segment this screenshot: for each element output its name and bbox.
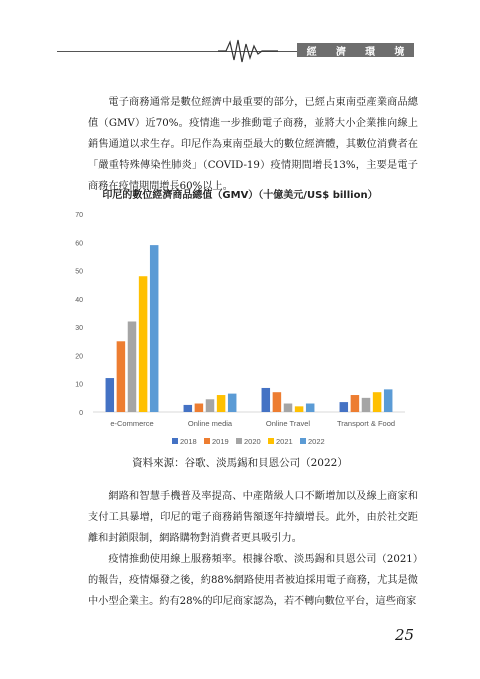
legend-label: 2018 bbox=[180, 437, 197, 446]
section-char: 環 bbox=[365, 46, 376, 58]
chart-title: 印尼的數位經濟商品總值（GMV）（十億美元/US$ billion） bbox=[102, 190, 378, 201]
y-tick-label: 40 bbox=[75, 296, 83, 304]
intro-text: 電子商務通常是數位經濟中最重要的部分，已經占東南亞產業商品總值（GMV）近70%。疫情進一步推動電子商務，並將大小企業推向線上銷售通道以求生存。印尼作為東南亞最大的數位經濟體，其數位消費者在「嚴重特殊傳染性肺炎」（COVID-19）疫情期間增長13%，主要是電子商務在疫情期間增長60%以上。 bbox=[88, 97, 418, 192]
legend-swatch bbox=[204, 438, 210, 444]
page-header bbox=[0, 0, 480, 70]
y-tick-label: 10 bbox=[75, 381, 83, 389]
y-tick-label: 20 bbox=[75, 353, 83, 361]
bar bbox=[128, 321, 137, 412]
legend-swatch bbox=[268, 438, 274, 444]
x-tick-label: Transport & Food bbox=[336, 419, 396, 428]
bar bbox=[351, 395, 360, 412]
bar bbox=[340, 402, 349, 412]
bar bbox=[295, 406, 304, 412]
bar bbox=[362, 398, 371, 412]
bar bbox=[117, 341, 126, 412]
bar bbox=[273, 392, 282, 412]
bar bbox=[384, 389, 393, 412]
legend-label: 2021 bbox=[276, 437, 293, 446]
x-tick-label: e-Commerce bbox=[110, 419, 154, 428]
bar bbox=[306, 404, 315, 412]
bar bbox=[195, 404, 204, 412]
bar bbox=[206, 399, 215, 412]
section-char: 濟 bbox=[335, 46, 346, 58]
bar bbox=[106, 378, 115, 412]
legend-swatch bbox=[236, 438, 242, 444]
y-tick-label: 70 bbox=[75, 212, 83, 219]
bar bbox=[150, 245, 159, 412]
bar bbox=[184, 405, 193, 412]
x-tick-label: Online Travel bbox=[265, 419, 311, 428]
legend-swatch bbox=[172, 438, 178, 444]
heartbeat-icon bbox=[218, 38, 278, 64]
legend-label: 2020 bbox=[244, 437, 261, 446]
y-tick-label: 30 bbox=[75, 325, 83, 333]
source-note: 資料來源：谷歌、淡馬錫和貝恩公司（2022） bbox=[132, 457, 348, 469]
bar bbox=[262, 388, 271, 412]
section-label bbox=[297, 43, 414, 57]
x-tick-label: Online media bbox=[187, 419, 233, 428]
bar bbox=[228, 394, 237, 412]
gmv-bar-chart bbox=[60, 200, 420, 450]
body-text bbox=[88, 486, 418, 612]
intro-paragraph bbox=[88, 92, 418, 197]
page-number: 25 bbox=[395, 626, 415, 644]
bar bbox=[284, 404, 293, 412]
body-paragraph: 疫情推動使用線上服務頻率。根據谷歌、淡馬錫和貝恩公司（2021）的報告，疫情爆發之後，約88%網路使用者被迫採用電子商務，尤其是微中小型企業主。約有28%的印尼商家認為，若不轉向數位平台，這些商家 bbox=[88, 554, 418, 607]
legend-swatch bbox=[300, 438, 306, 444]
section-char: 境 bbox=[394, 46, 405, 58]
legend-label: 2022 bbox=[308, 437, 325, 446]
bar bbox=[373, 392, 382, 412]
bar bbox=[217, 395, 226, 412]
section-char: 經 bbox=[306, 46, 317, 58]
y-tick-label: 60 bbox=[75, 240, 83, 248]
y-tick-label: 50 bbox=[75, 268, 83, 276]
bar bbox=[139, 276, 148, 412]
legend-label: 2019 bbox=[212, 437, 229, 446]
y-tick-label: 0 bbox=[79, 410, 83, 417]
body-paragraph: 網路和智慧手機普及率提高、中產階級人口不斷增加以及線上商家和支付工具暴增，印尼的電子商務銷售額逐年持續增長。此外，由於社交距離和封鎖限制，網路購物對消費者更具吸引力。 bbox=[88, 491, 418, 544]
